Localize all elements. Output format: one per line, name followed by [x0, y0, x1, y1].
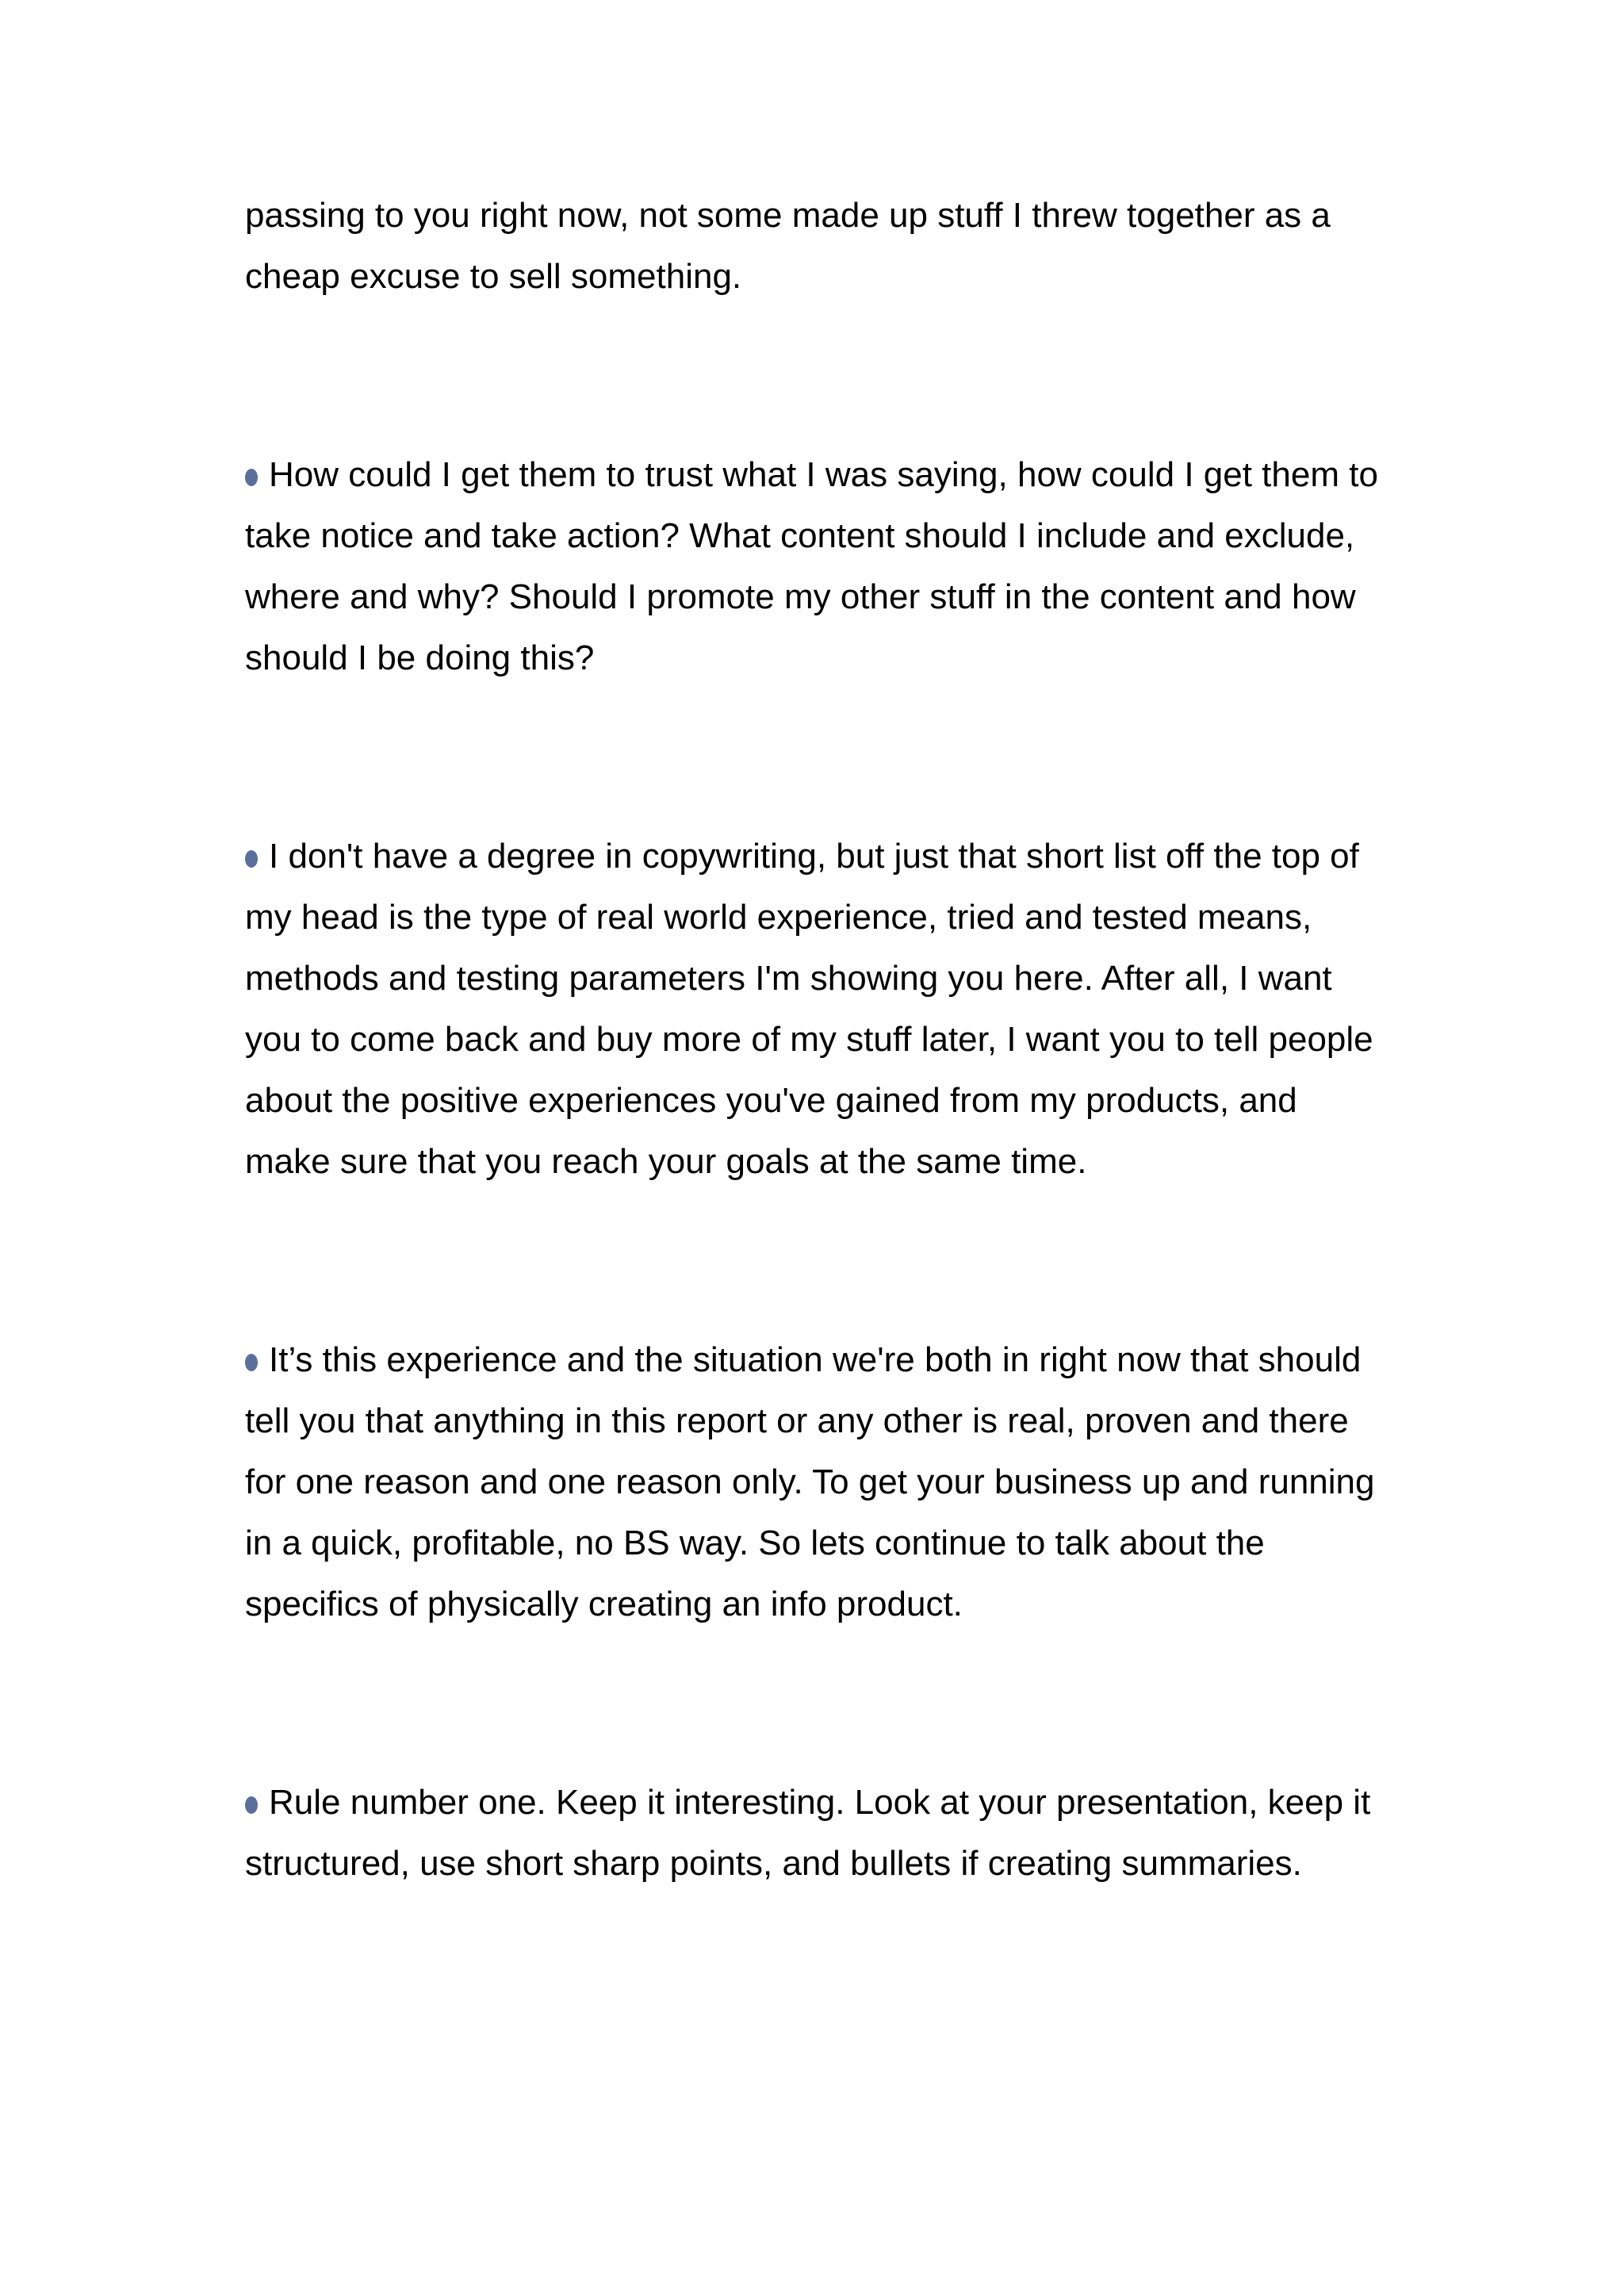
paragraph-text: Rule number one. Keep it interesting. Look at your presentation, keep it structured, use short sharp points, and bullets if creating summaries. [245, 1783, 1371, 1883]
paragraph-text: passing to you right now, not some made up stuff I threw together as a cheap excuse to sell something. [245, 196, 1331, 296]
bullet-paragraph [245, 1772, 1387, 1894]
bullet-dot-icon [245, 1796, 258, 1814]
bullet-dot-icon [245, 469, 258, 486]
paragraph-text: I don't have a degree in copywriting, but just that short list off the top of my head is the type of real world experience, tried and tested means, methods and testing parameters I'm showing you here. After all, I want you to come back and buy more of my stuff later, I want you to tell people about the positive experiences you've gained from my products, and make sure that you reach your goals at the same time. [245, 837, 1373, 1181]
bullet-dot-icon [245, 1354, 258, 1371]
bullet-paragraph [245, 1329, 1387, 1635]
paragraph-text: It’s this experience and the situation we're both in right now that should tell you that anything in this report or any other is real, proven and there for one reason and one reason only. To get your business up and running in a quick, profitable, no BS way. So lets continue to talk about the specifics of physically creating an info product. [245, 1340, 1375, 1623]
bullet-paragraph [245, 826, 1387, 1192]
document-body [245, 185, 1387, 1894]
paragraph-text: How could I get them to trust what I was saying, how could I get them to take notice and take action? What content should I include and exclude, where and why? Should I promote my other stuff in the content and how should I be doing this? [245, 455, 1378, 677]
paragraph-continuation [245, 185, 1387, 307]
bullet-paragraph [245, 444, 1387, 688]
bullet-dot-icon [245, 850, 258, 868]
